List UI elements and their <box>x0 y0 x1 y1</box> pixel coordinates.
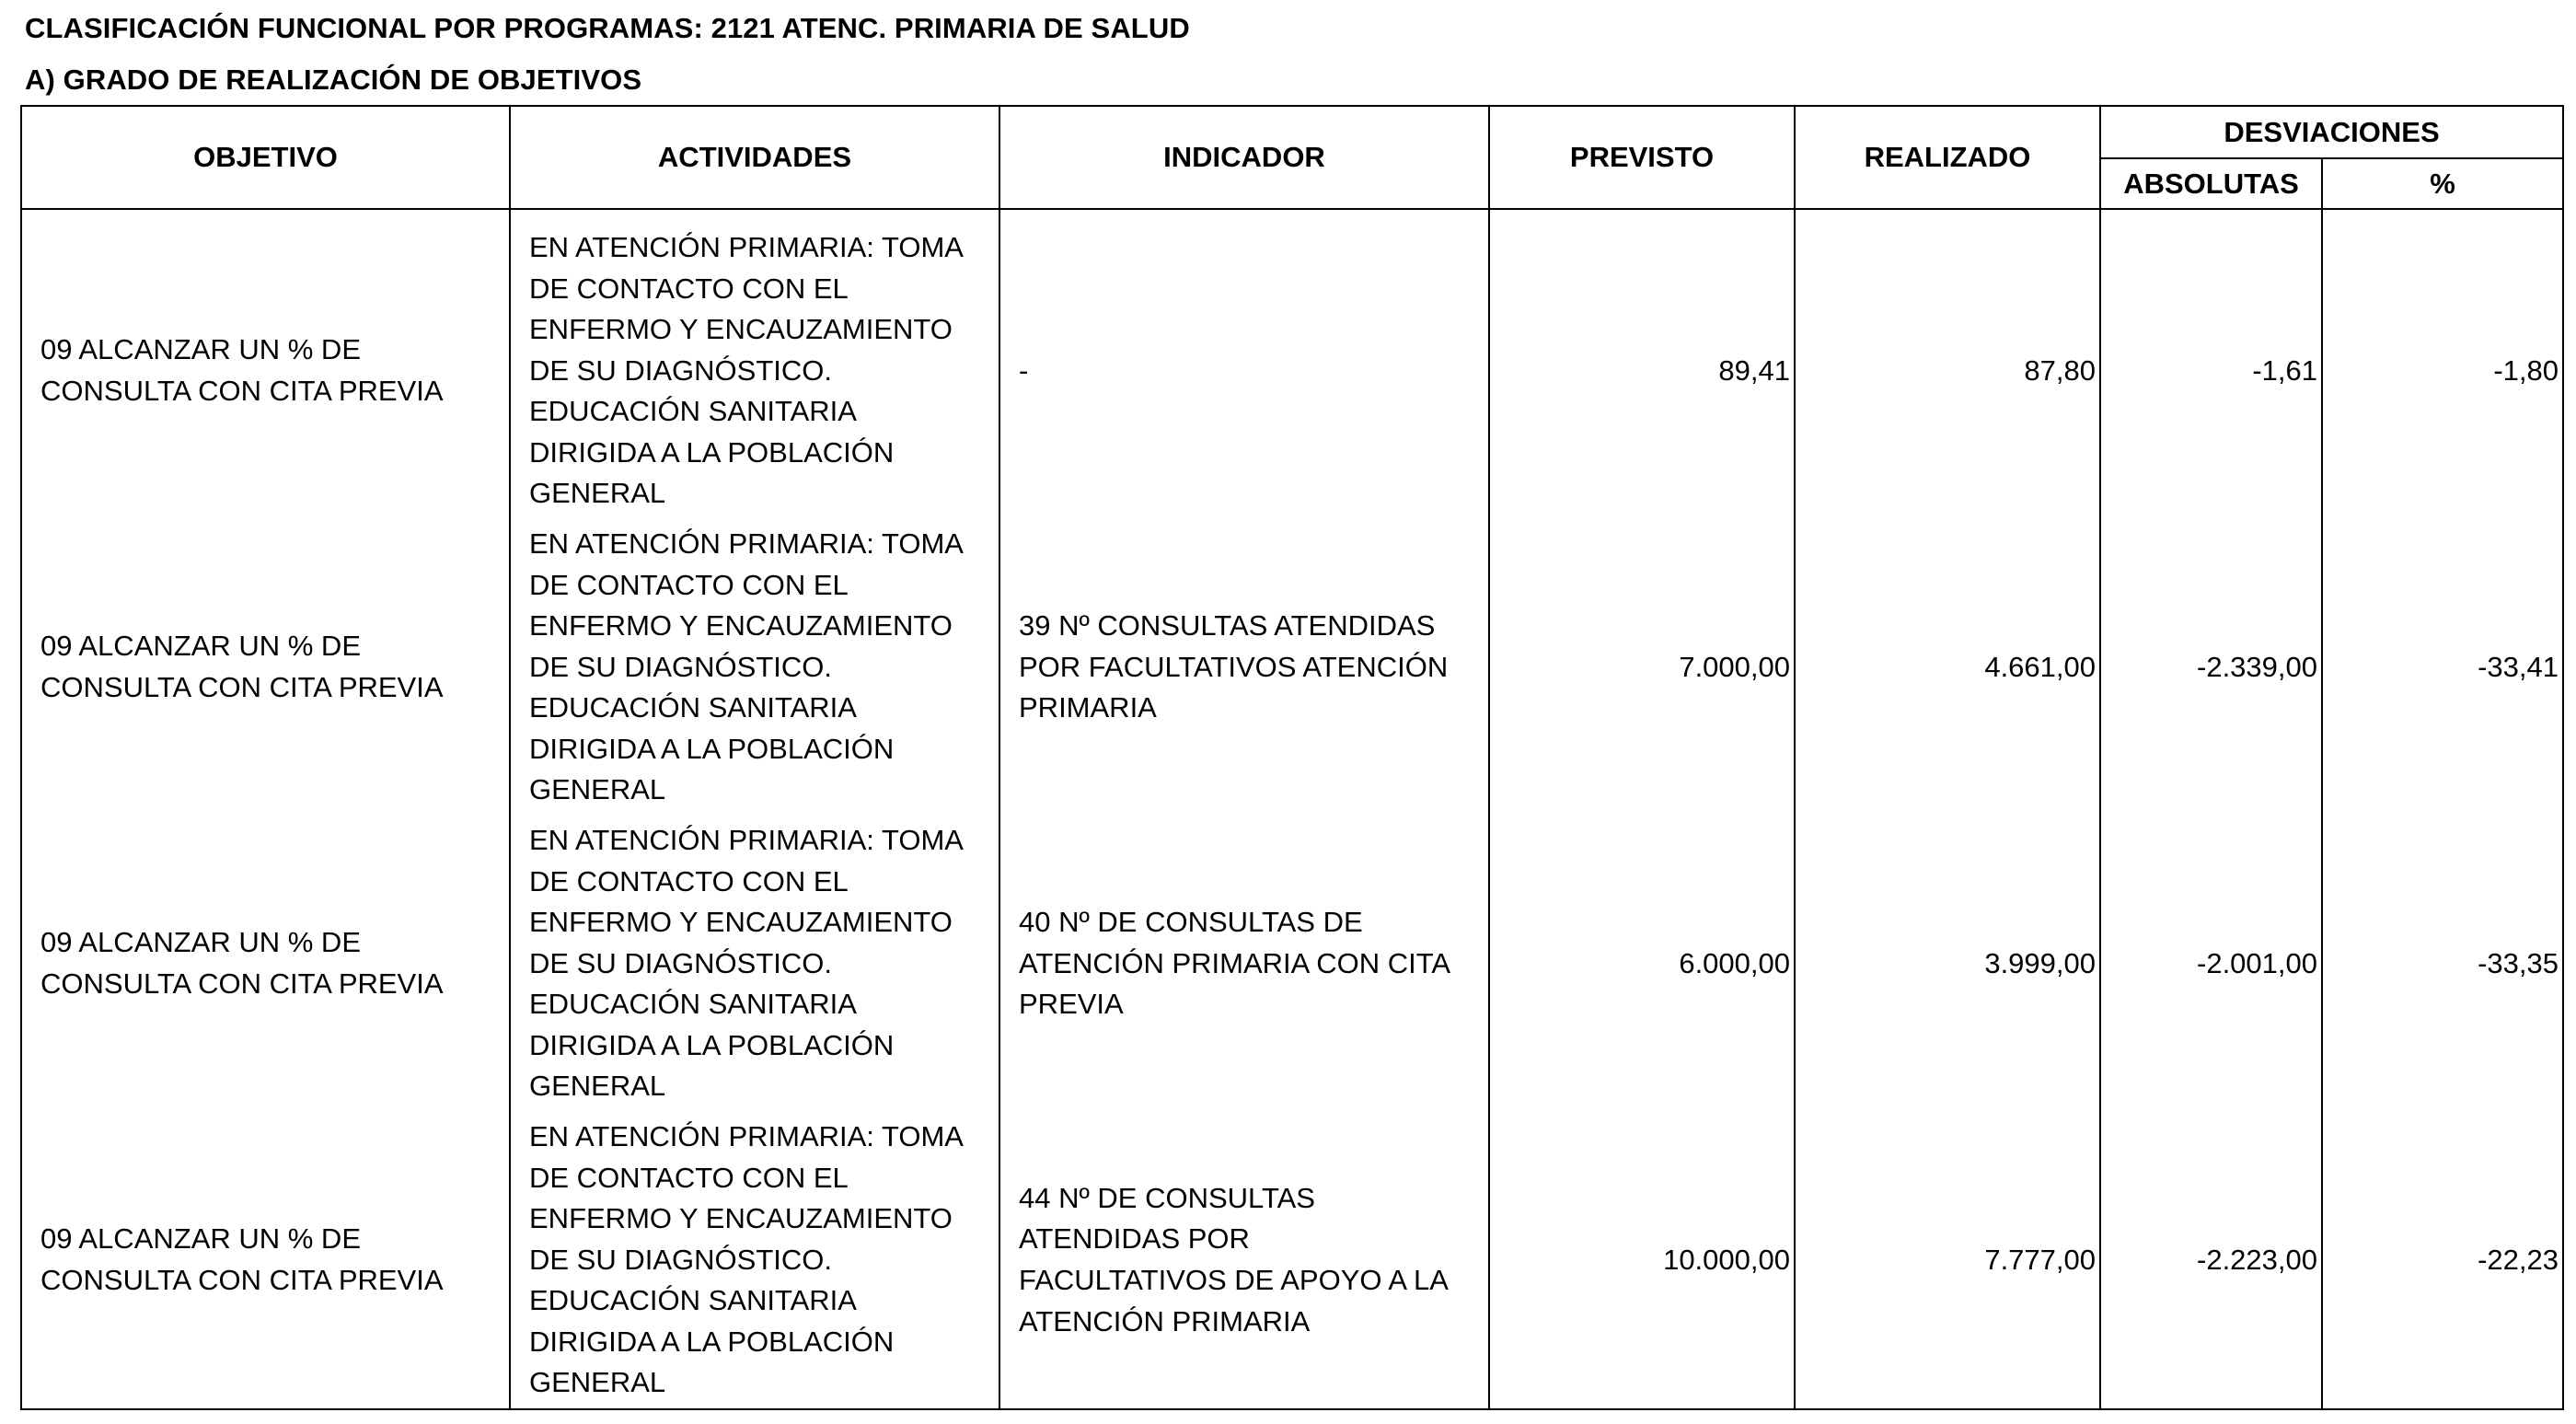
cell-indicador-text: - <box>1019 353 1029 387</box>
cell-porcentaje <box>2322 1112 2563 1409</box>
cell-actividades <box>510 1112 999 1409</box>
cell-indicador <box>999 1112 1489 1409</box>
cell-actividades-text: EN ATENCIÓN PRIMARIA: TOMA DE CONTACTO CON EL ENFERMO Y ENCAUZAMIENTO DE SU DIAGNÓSTICO. EDUCACIÓN SANITARIA DIRIGIDA A LA POBLACIÓN GENERAL <box>529 527 964 806</box>
cell-previsto <box>1489 519 1795 816</box>
table-body <box>21 209 2563 1409</box>
header-actividades: ACTIVIDADES <box>510 106 999 209</box>
table-row <box>21 816 2563 1112</box>
cell-porcentaje-text: -33,35 <box>2478 946 2559 979</box>
cell-objetivo <box>21 816 510 1112</box>
cell-realizado-text: 7.777,00 <box>1984 1243 2096 1276</box>
cell-previsto-text: 10.000,00 <box>1663 1243 1790 1276</box>
cell-realizado-text: 3.999,00 <box>1984 946 2096 979</box>
cell-absolutas <box>2100 209 2322 519</box>
table-row <box>21 519 2563 816</box>
cell-objetivo <box>21 1112 510 1409</box>
cell-realizado <box>1795 1112 2100 1409</box>
cell-realizado-text: 87,80 <box>2024 353 2096 387</box>
cell-porcentaje-text: -33,41 <box>2478 650 2559 683</box>
cell-objetivo-text: 09 ALCANZAR UN % DE CONSULTA CON CITA PREVIA <box>40 630 444 703</box>
cell-absolutas-text: -2.223,00 <box>2197 1243 2317 1276</box>
cell-objetivo-text: 09 ALCANZAR UN % DE CONSULTA CON CITA PREVIA <box>40 926 444 1000</box>
cell-absolutas <box>2100 519 2322 816</box>
header-porcentaje: % <box>2322 158 2563 209</box>
header-previsto: PREVISTO <box>1489 106 1795 209</box>
cell-indicador <box>999 519 1489 816</box>
cell-porcentaje-text: -22,23 <box>2478 1243 2559 1276</box>
cell-objetivo-text: 09 ALCANZAR UN % DE CONSULTA CON CITA PREVIA <box>40 1222 444 1296</box>
objectives-table <box>20 105 2564 1410</box>
cell-previsto-text: 6.000,00 <box>1679 946 1790 979</box>
table-row <box>21 1112 2563 1409</box>
header-objetivo: OBJETIVO <box>21 106 510 209</box>
section-title: A) GRADO DE REALIZACIÓN DE OBJETIVOS <box>25 64 642 96</box>
cell-previsto <box>1489 816 1795 1112</box>
cell-actividades-text: EN ATENCIÓN PRIMARIA: TOMA DE CONTACTO CON EL ENFERMO Y ENCAUZAMIENTO DE SU DIAGNÓSTICO. EDUCACIÓN SANITARIA DIRIGIDA A LA POBLACIÓN GENERAL <box>529 1119 964 1399</box>
cell-indicador-text: 44 Nº DE CONSULTAS ATENDIDAS POR FACULTATIVOS DE APOYO A LA ATENCIÓN PRIMARIA <box>1019 1181 1449 1337</box>
header-realizado: REALIZADO <box>1795 106 2100 209</box>
page-title: CLASIFICACIÓN FUNCIONAL POR PROGRAMAS: 2121 ATENC. PRIMARIA DE SALUD <box>25 12 1190 44</box>
cell-previsto-text: 7.000,00 <box>1679 650 1790 683</box>
cell-absolutas-text: -2.001,00 <box>2197 946 2317 979</box>
cell-absolutas-text: -2.339,00 <box>2197 650 2317 683</box>
cell-actividades <box>510 519 999 816</box>
cell-absolutas <box>2100 1112 2322 1409</box>
header-indicador: INDICADOR <box>999 106 1489 209</box>
cell-porcentaje <box>2322 209 2563 519</box>
cell-indicador <box>999 209 1489 519</box>
cell-realizado <box>1795 816 2100 1112</box>
cell-realizado <box>1795 519 2100 816</box>
cell-realizado <box>1795 209 2100 519</box>
cell-actividades-text: EN ATENCIÓN PRIMARIA: TOMA DE CONTACTO CON EL ENFERMO Y ENCAUZAMIENTO DE SU DIAGNÓSTICO. EDUCACIÓN SANITARIA DIRIGIDA A LA POBLACIÓN GENERAL <box>529 230 964 510</box>
cell-porcentaje-text: -1,80 <box>2493 353 2559 387</box>
table-header <box>21 106 2563 209</box>
cell-realizado-text: 4.661,00 <box>1984 650 2096 683</box>
cell-absolutas <box>2100 816 2322 1112</box>
cell-objetivo-text: 09 ALCANZAR UN % DE CONSULTA CON CITA PREVIA <box>40 333 444 407</box>
cell-indicador-text: 40 Nº DE CONSULTAS DE ATENCIÓN PRIMARIA CON CITA PREVIA <box>1019 906 1451 1021</box>
cell-indicador <box>999 816 1489 1112</box>
cell-porcentaje <box>2322 519 2563 816</box>
cell-previsto-text: 89,41 <box>1718 353 1790 387</box>
cell-previsto <box>1489 209 1795 519</box>
cell-actividades <box>510 816 999 1112</box>
header-absolutas: ABSOLUTAS <box>2100 158 2322 209</box>
header-desviaciones: DESVIACIONES <box>2100 106 2563 158</box>
cell-absolutas-text: -1,61 <box>2252 353 2317 387</box>
cell-actividades-text: EN ATENCIÓN PRIMARIA: TOMA DE CONTACTO CON EL ENFERMO Y ENCAUZAMIENTO DE SU DIAGNÓSTICO. EDUCACIÓN SANITARIA DIRIGIDA A LA POBLACIÓN GENERAL <box>529 823 964 1103</box>
cell-objetivo <box>21 209 510 519</box>
cell-previsto <box>1489 1112 1795 1409</box>
cell-porcentaje <box>2322 816 2563 1112</box>
cell-objetivo <box>21 519 510 816</box>
cell-actividades <box>510 209 999 519</box>
table-row <box>21 209 2563 519</box>
cell-indicador-text: 39 Nº CONSULTAS ATENDIDAS POR FACULTATIVOS ATENCIÓN PRIMARIA <box>1019 609 1449 724</box>
